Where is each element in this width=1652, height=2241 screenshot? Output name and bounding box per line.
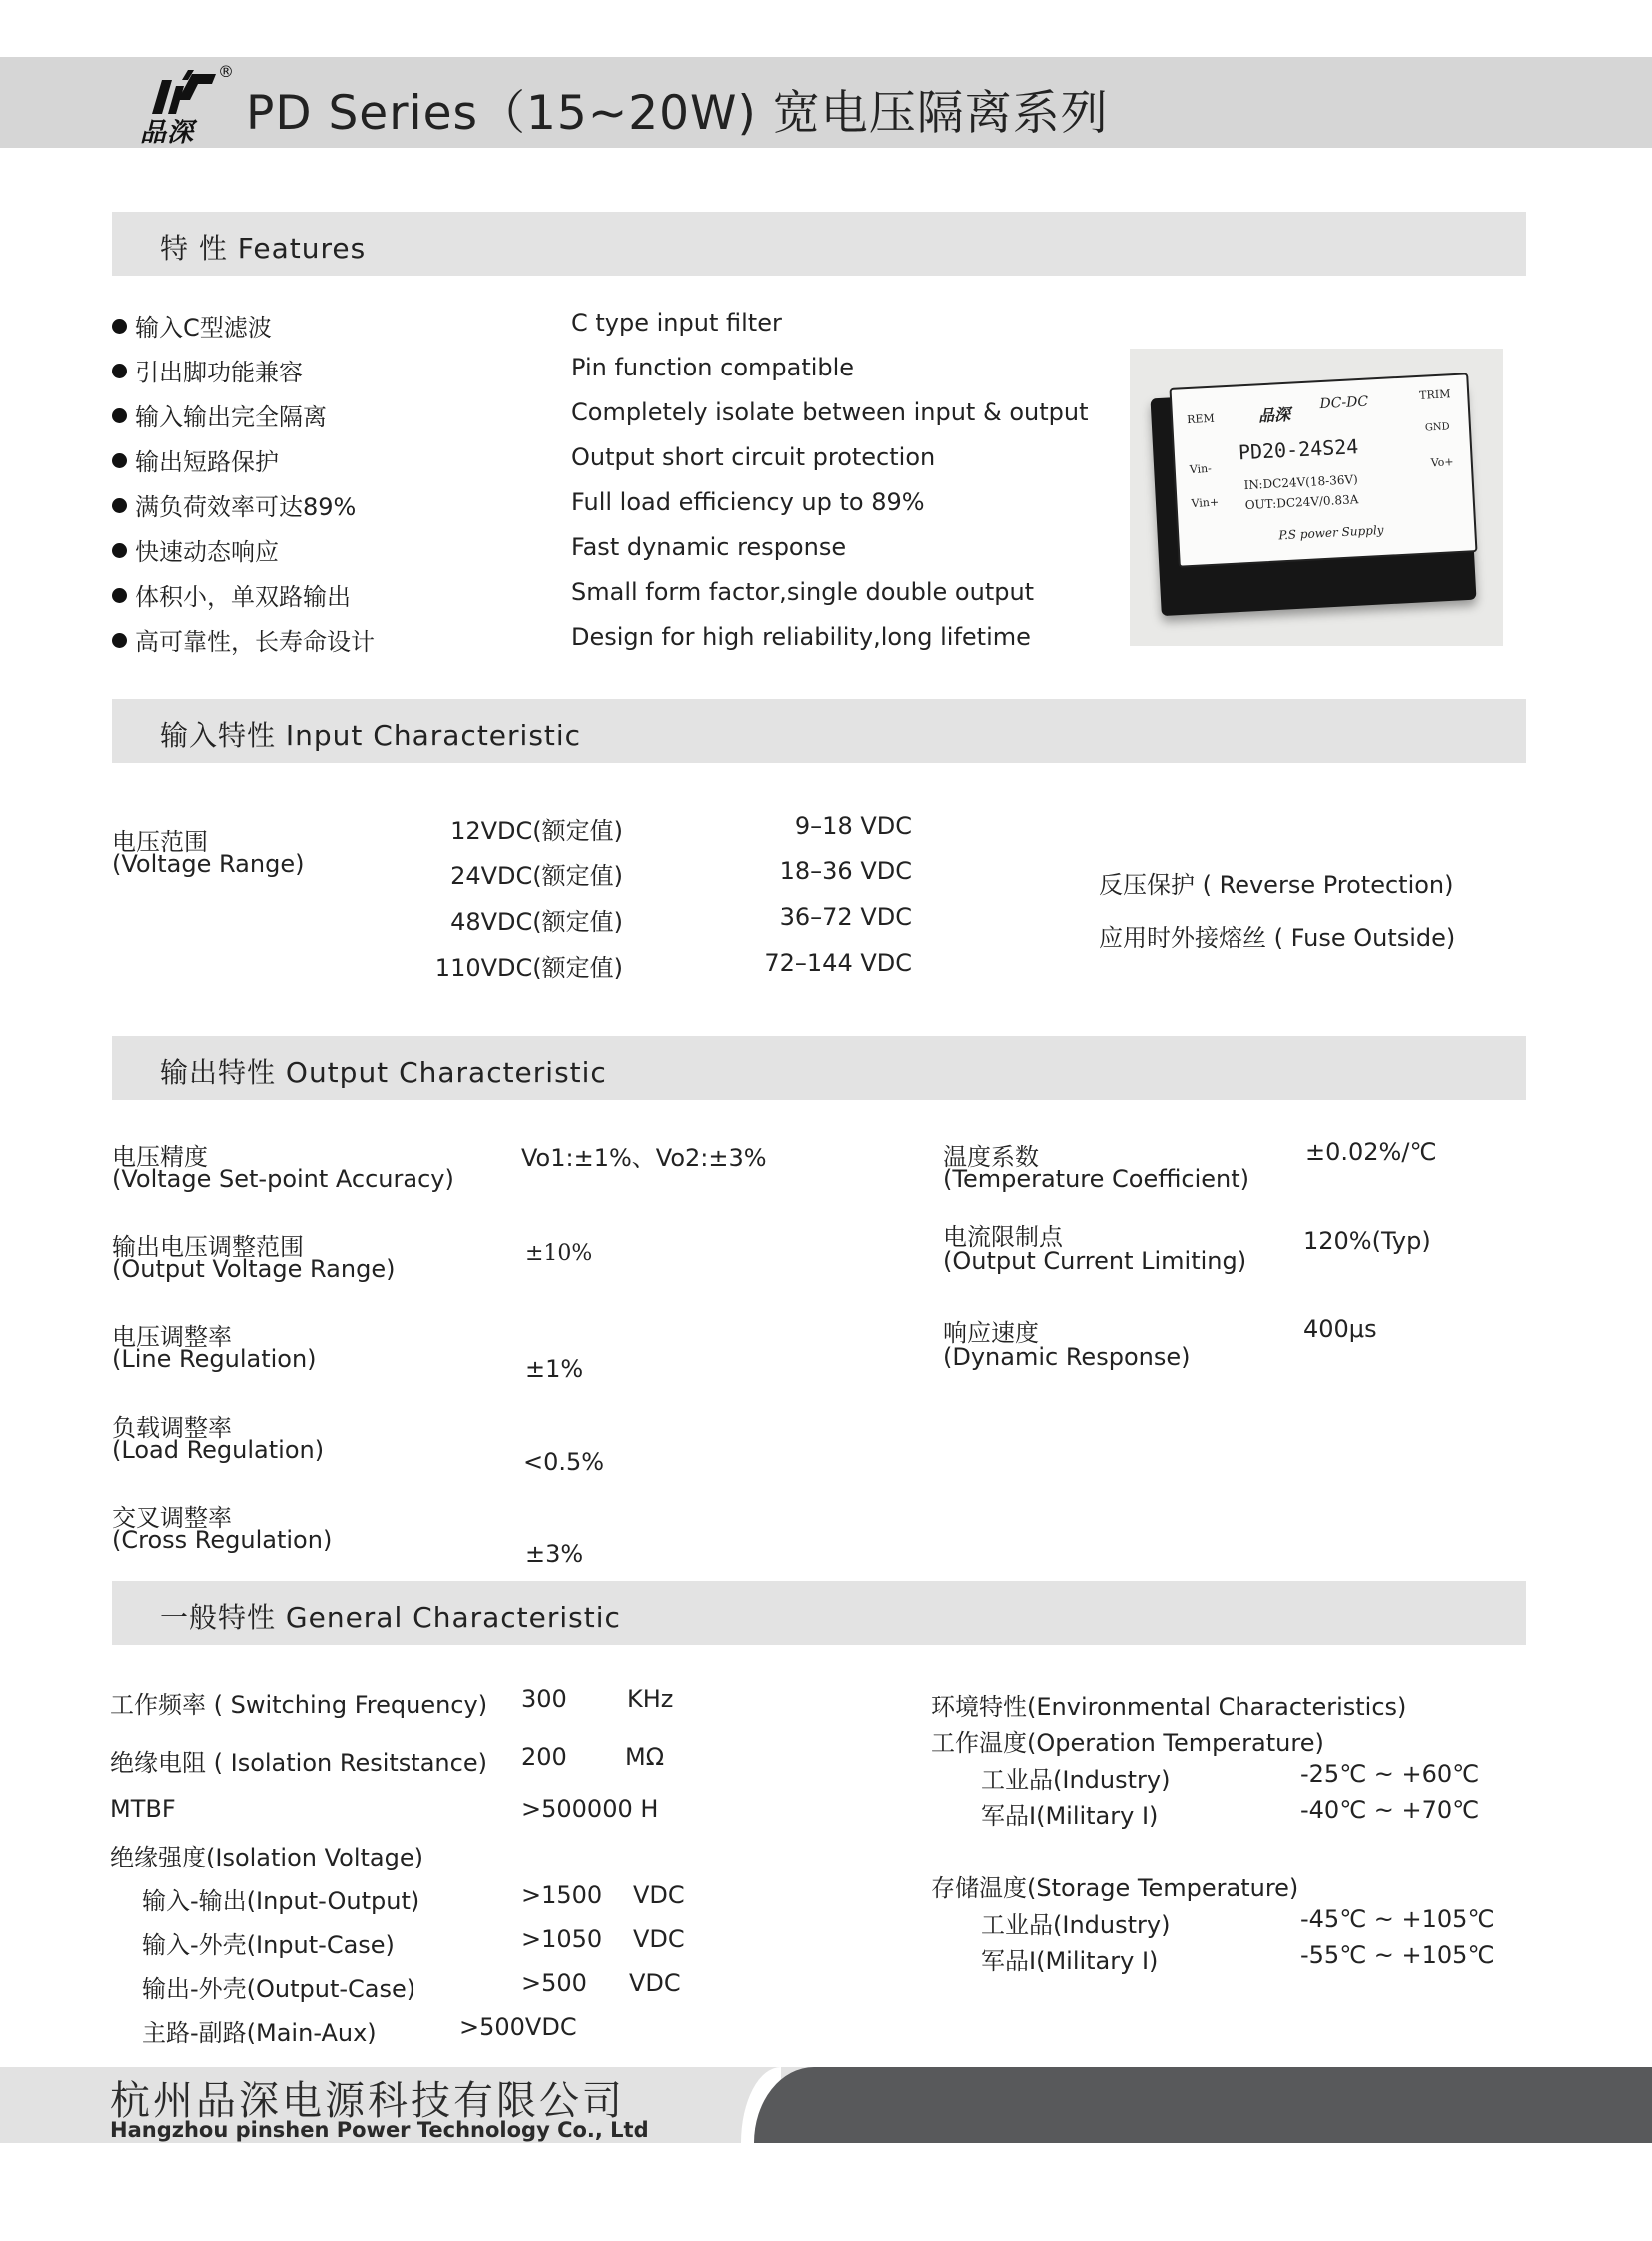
output-param-en: (Temperature Coefficient)	[943, 1165, 1250, 1193]
feature-item: 快速动态响应	[112, 532, 279, 567]
isolation-resistance-value: 200	[521, 1743, 567, 1771]
temperature-range: -55℃ ~ +105℃	[1300, 1941, 1495, 1969]
label-output: OUT:DC24V/0.83A	[1244, 492, 1359, 513]
feature-item: 输入C型滤波	[112, 308, 272, 343]
isolation-row-label: 输入-输出(Input-Output)	[142, 1887, 420, 1915]
feature-item-en: Full load efficiency up to 89%	[571, 488, 925, 516]
isolation-row-value: >1050	[521, 1925, 603, 1953]
module-label	[1169, 373, 1477, 567]
switching-frequency-value: 300	[521, 1685, 567, 1713]
general-title: 一般特性 General Characteristic	[160, 1601, 621, 1634]
isolation-row-value: >1500	[521, 1881, 603, 1909]
bullet-icon	[112, 453, 127, 468]
output-param-cn: 响应速度	[943, 1319, 1039, 1347]
input-nominal: 12VDC(额定值)	[450, 817, 623, 845]
feature-item: 体积小，单双路输出	[112, 577, 351, 612]
output-param-value: ±0.02%/℃	[1305, 1138, 1437, 1166]
feature-item: 高可靠性，长寿命设计	[112, 622, 375, 657]
isolation-row-unit: VDC	[629, 1969, 681, 1997]
feature-item-en: Small form factor,single double output	[571, 578, 1035, 606]
label-input: IN:DC24V(18-36V)	[1243, 472, 1359, 493]
output-param-en: (Output Voltage Range)	[112, 1255, 396, 1283]
output-param-value: 120%(Typ)	[1303, 1227, 1431, 1255]
output-param-value: Vo1:±1%、Vo2:±3%	[521, 1144, 767, 1172]
isolation-resistance-unit: MΩ	[625, 1743, 665, 1771]
input-range: 9–18 VDC	[794, 812, 912, 840]
feature-item: 输入输出完全隔离	[112, 397, 327, 432]
isolation-row-unit: VDC	[633, 1881, 685, 1909]
output-param-cn: 电压精度	[112, 1143, 208, 1171]
features-title: 特 性 Features	[160, 232, 367, 265]
temperature-range: -40℃ ~ +70℃	[1300, 1796, 1480, 1824]
temperature-grade: 工业品(Industry)	[981, 1911, 1171, 1939]
pin-vin-plus: Vin+	[1191, 495, 1220, 510]
output-param-cn: 负载调整率	[112, 1414, 232, 1442]
reverse-protection: 反压保护 ( Reverse Protection)	[1099, 871, 1454, 899]
label-type: DC-DC	[1319, 393, 1369, 413]
storage-temperature-label: 存储温度(Storage Temperature)	[931, 1874, 1299, 1902]
input-range: 36–72 VDC	[779, 903, 912, 931]
isolation-row-label: 主路-副路(Main-Aux)	[142, 2019, 377, 2047]
pin-trim: TRIM	[1418, 387, 1451, 402]
bullet-icon	[112, 319, 127, 334]
output-param-en: (Load Regulation)	[112, 1436, 325, 1464]
input-range: 72–144 VDC	[764, 949, 912, 977]
output-param-value: <0.5%	[523, 1448, 605, 1476]
output-param-en: (Line Regulation)	[112, 1345, 317, 1373]
feature-item-en: Output short circuit protection	[571, 443, 936, 471]
company-name-cn: 杭州品深电源科技有限公司	[110, 2078, 625, 2124]
mtbf-label: MTBF	[110, 1795, 176, 1823]
output-param-cn: 电压调整率	[112, 1323, 232, 1351]
page-title: PD Series（15~20W) 宽电压隔离系列	[246, 86, 1109, 141]
output-param-value: ±3%	[525, 1540, 584, 1568]
logo-slash-icon	[138, 66, 228, 116]
output-param-en: (Output Current Limiting)	[943, 1247, 1247, 1275]
feature-item: 输出短路保护	[112, 442, 279, 477]
footer-dark-panel	[754, 2067, 1652, 2143]
input-nominal: 48VDC(额定值)	[450, 908, 623, 936]
input-title: 输入特性 Input Characteristic	[160, 719, 582, 752]
registered-mark: ®	[218, 62, 234, 81]
output-param-cn: 交叉调整率	[112, 1504, 232, 1532]
isolation-row-value: >500	[521, 1969, 587, 1997]
output-title: 输出特性 Output Characteristic	[160, 1056, 607, 1089]
bullet-icon	[112, 588, 127, 603]
company-name-en: Hangzhou pinshen Power Technology Co., Ltd	[110, 2118, 649, 2142]
bullet-icon	[112, 498, 127, 513]
isolation-row-unit: VDC	[633, 1925, 685, 1953]
feature-item-en: Fast dynamic response	[571, 533, 847, 561]
output-param-cn: 电流限制点	[943, 1223, 1063, 1251]
temperature-range: -45℃ ~ +105℃	[1300, 1905, 1495, 1933]
brand-logo	[138, 66, 228, 146]
temperature-grade: 军品I(Military I)	[981, 1802, 1159, 1830]
isolation-row-value: >500VDC	[459, 2013, 577, 2041]
output-param-en: (Cross Regulation)	[112, 1526, 333, 1554]
feature-item-en: Completely isolate between input & output	[571, 398, 1089, 426]
input-nominal: 24VDC(额定值)	[450, 862, 623, 890]
label-model: PD20-24S24	[1238, 434, 1359, 465]
output-param-cn: 温度系数	[943, 1143, 1039, 1171]
temperature-grade: 工业品(Industry)	[981, 1766, 1171, 1794]
mtbf-value: >500000 H	[521, 1795, 659, 1823]
feature-item-en: Pin function compatible	[571, 354, 855, 381]
output-param-value: 400μs	[1303, 1315, 1377, 1343]
voltage-range-label-cn: 电压范围	[112, 828, 208, 856]
bullet-icon	[112, 543, 127, 558]
pin-gnd: GND	[1424, 421, 1450, 434]
isolation-resistance-label: 绝缘电阻 ( Isolation Resitstance)	[110, 1749, 487, 1777]
label-maker: P.S power Supply	[1277, 522, 1384, 543]
switching-frequency-label: 工作频率 ( Switching Frequency)	[110, 1691, 488, 1719]
isolation-row-label: 输出-外壳(Output-Case)	[142, 1975, 416, 2003]
feature-item: 引出脚功能兼容	[112, 353, 303, 387]
fuse-outside: 应用时外接熔丝 ( Fuse Outside)	[1099, 924, 1456, 952]
isolation-row-label: 输入-外壳(Input-Case)	[142, 1931, 395, 1959]
logo-text: 品深	[140, 118, 195, 148]
pin-vin-minus: Vin-	[1189, 461, 1213, 477]
feature-item-en: C type input filter	[571, 309, 782, 337]
feature-item: 满负荷效率可达89%	[112, 487, 356, 522]
bullet-icon	[112, 364, 127, 378]
temperature-grade: 军品I(Military I)	[981, 1947, 1159, 1975]
environment-title: 环境特性(Environmental Characteristics)	[931, 1693, 1407, 1721]
label-brand: 品深	[1257, 404, 1291, 426]
output-param-en: (Dynamic Response)	[943, 1343, 1191, 1371]
output-param-value: ±1%	[525, 1355, 584, 1383]
pin-rem: REM	[1186, 411, 1216, 427]
bullet-icon	[112, 408, 127, 423]
isolation-voltage-label: 绝缘强度(Isolation Voltage)	[110, 1844, 423, 1871]
switching-frequency-unit: KHz	[627, 1685, 674, 1713]
operation-temperature-label: 工作温度(Operation Temperature)	[931, 1729, 1324, 1757]
output-param-cn: 输出电压调整范围	[112, 1233, 304, 1261]
input-range: 18–36 VDC	[779, 857, 912, 885]
product-photo	[1130, 349, 1503, 646]
input-nominal: 110VDC(额定值)	[434, 954, 623, 982]
temperature-range: -25℃ ~ +60℃	[1300, 1760, 1480, 1788]
voltage-range-label-en: (Voltage Range)	[112, 850, 305, 878]
feature-item-en: Design for high reliability,long lifetime	[571, 623, 1031, 651]
bullet-icon	[112, 633, 127, 648]
output-param-value: ±10%	[525, 1241, 593, 1266]
pin-vo-plus: Vo+	[1430, 455, 1454, 470]
output-param-en: (Voltage Set-point Accuracy)	[112, 1165, 454, 1193]
